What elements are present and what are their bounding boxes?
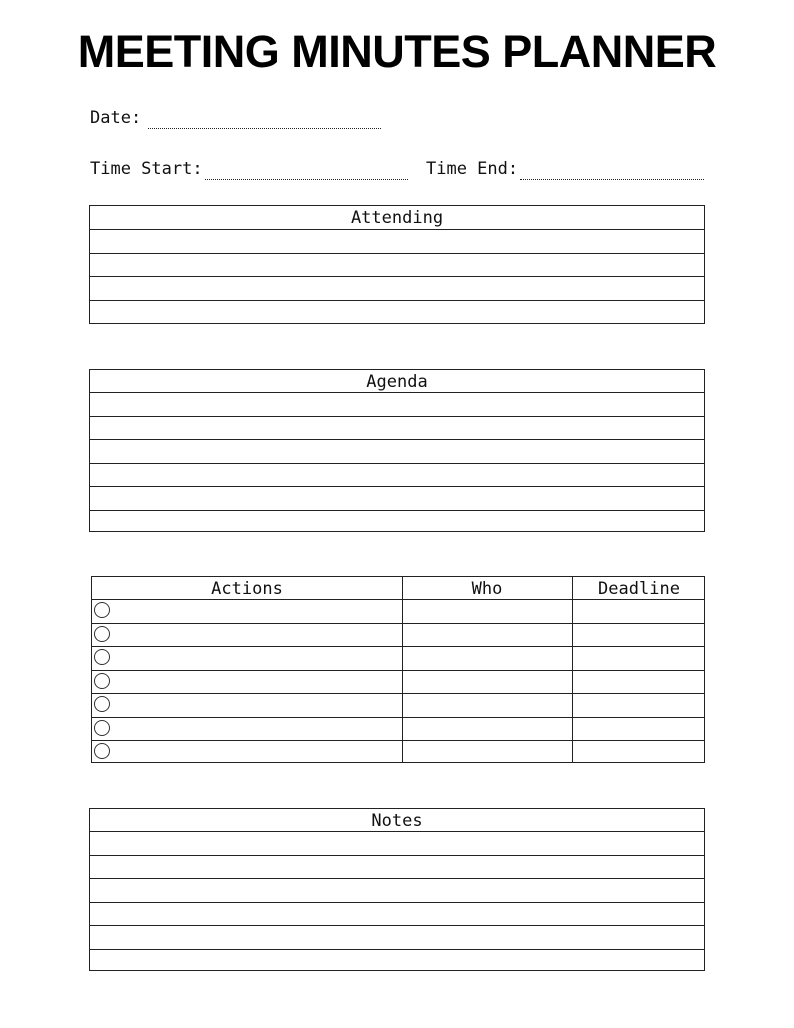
table-row[interactable]	[92, 623, 704, 624]
agenda-table	[89, 369, 705, 532]
checkbox-circle-icon[interactable]	[94, 673, 110, 689]
table-row[interactable]	[90, 253, 704, 254]
time-end-label: Time End:	[426, 159, 519, 179]
agenda-header: Agenda	[366, 372, 428, 392]
table-row[interactable]	[90, 831, 704, 832]
page-title: MEETING MINUTES PLANNER	[77, 26, 717, 77]
checkbox-circle-icon[interactable]	[94, 649, 110, 665]
time-start-field[interactable]	[205, 179, 408, 180]
checkbox-circle-icon[interactable]	[94, 602, 110, 618]
table-row[interactable]	[90, 229, 704, 230]
actions-column-header: Actions	[211, 579, 283, 599]
who-column-header: Who	[471, 579, 503, 599]
table-row[interactable]	[92, 693, 704, 694]
table-row[interactable]	[90, 902, 704, 903]
table-row[interactable]	[90, 416, 704, 417]
table-row[interactable]	[92, 717, 704, 718]
actions-table	[91, 576, 705, 763]
checkbox-circle-icon[interactable]	[94, 720, 110, 736]
attending-table	[89, 205, 705, 324]
table-row[interactable]	[92, 646, 704, 647]
table-row[interactable]	[90, 439, 704, 440]
date-field[interactable]	[148, 128, 381, 129]
checkbox-circle-icon[interactable]	[94, 626, 110, 642]
table-row[interactable]	[90, 878, 704, 879]
deadline-column-header: Deadline	[598, 579, 680, 599]
table-row[interactable]	[90, 949, 704, 950]
notes-table	[89, 808, 705, 971]
table-row[interactable]	[90, 300, 704, 301]
attending-header: Attending	[350, 208, 444, 228]
table-row[interactable]	[90, 855, 704, 856]
table-row[interactable]	[92, 670, 704, 671]
time-start-label: Time Start:	[90, 159, 203, 179]
checkbox-circle-icon[interactable]	[94, 696, 110, 712]
time-end-field[interactable]	[520, 179, 704, 180]
table-row[interactable]	[92, 599, 704, 600]
checkbox-circle-icon[interactable]	[94, 743, 110, 759]
table-row[interactable]	[90, 486, 704, 487]
table-row[interactable]	[90, 925, 704, 926]
table-row[interactable]	[92, 740, 704, 741]
table-row[interactable]	[90, 510, 704, 511]
table-row[interactable]	[90, 276, 704, 277]
notes-header: Notes	[371, 811, 423, 831]
date-label: Date:	[90, 108, 142, 128]
table-row[interactable]	[90, 463, 704, 464]
table-row[interactable]	[90, 392, 704, 393]
